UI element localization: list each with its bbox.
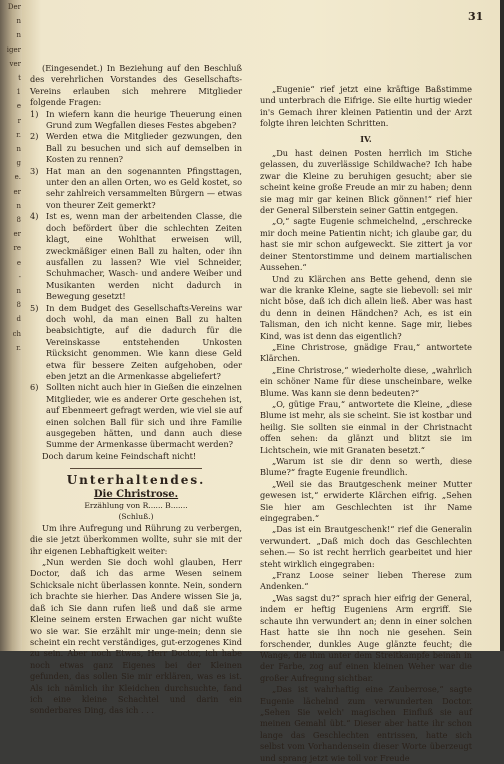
question-text: Hat man an den sogenannten Pfingsttagen, unter den an allen Orten, wo es Geld kostet, so sehr zahlreich versammelten Bürgern — etwas von theurer Zeit gemerkt? (46, 165, 242, 210)
question-list (30, 109, 242, 451)
chapter-paragraph: „Was sagst du?“ sprach hier eifrig der General, indem er heftig Eugeniens Arm ergriff. Sie schaute ihn verwundert an; denn in einer solchen Hast hatte sie ihn noch nie gesehen. Sein forschender, dunkles Auge glänzte feucht; die Wange, die ihm unter dem Streitkampfe beinah in der Farbe, zog auf einen kleinen Weher war die großer Aufregung sichtbar. (260, 592, 472, 683)
margin-fragment: 8 (16, 301, 21, 310)
intro-paragraph: (Eingesendet.) In Beziehung auf den Beschluß des verehrlichen Vorstandes des Gesellschafts-Vereins erlauben sich mehrere Mitglieder folgende Fragen: (30, 63, 242, 108)
page-number: 31 (468, 10, 484, 23)
question-text: Ist es, wenn man der arbeitenden Classe, die doch befördert über die schlechten Zeiten klagt, eine Wohlthat erweisen will, zweckmäßiger einen Ball zu halten, oder ihn ausfallen zu lassen? Wie viel Schneider, Schuhmacher, Wasch- und andere Weiber und Musikanten werden nicht dadurch in Bewegung gesetzt! (46, 211, 242, 302)
question-item (30, 303, 242, 383)
question-text: Sollten nicht auch hier in Gießen die einzelnen Mitglieder, wie es anderer Orte geschehen ist, auf Ebenmeert gefragt werden, wie viel sie auf einen solchen Ball für sich und ihre Familie ausgegeben hätten, und dann auch diese Summe der Armenkasse übermacht werden? (46, 382, 242, 450)
margin-fragment: er (13, 230, 21, 239)
story-title: Die Christrose. (93, 488, 179, 500)
chapter-body (260, 148, 472, 764)
margin-fragment: ch (12, 329, 21, 338)
story-continuation-note: (Schluß.) (118, 512, 154, 522)
chapter-paragraph: „Warum ist sie dir denn so werth, diese Blume?“ fragte Eugenie freundlich. (260, 456, 472, 478)
chapter-paragraph: „Franz Loose seiner lieben Therese zum Andenken.“ (260, 570, 472, 592)
story-paragraph: „Nun werden Sie doch wohl glauben, Herr Doctor, daß ich das arme Wesen seinem Schicksale nicht überlassen konnte. Nein, sondern ich brachte sie hierher. Das Andere wissen Sie ja, daß ich Sie dann rufen ließ und daß sie arme Kleine seinem ersten Erwachen gar nicht wußte wo sie war. Sie erzählt mir unge-mein; denn sie scheint ein recht verständiges, gut-erzogenes Kind zu sein. Aber noch Etwas, Herr Doctor, ich habe noch etwas ganz Eigenes bei der Kleinen gefunden, das sollen Sie mir erklären, was es ist. Als ich nämlich ihr Kleidchen durchsuchte, fand ich eine kleine Schachtel und darin ein sonderbares Ding, das ich . . . (30, 557, 242, 716)
question-text: In wiefern kann die heurige Theuerung einen Grund zum Wegfallen dieses Festes abgeben? (46, 108, 242, 131)
margin-fragment: n (16, 287, 21, 296)
margin-fragment: n (16, 201, 21, 210)
section-heading: Unterhaltendes. (66, 473, 206, 488)
question-number: 4) (30, 211, 39, 222)
story-paragraph: Um ihre Aufregung und Rührung zu verbergen, die sie jetzt überkommen wollte, suhr sie mit der ihr eigenen Lebhaftigkeit weiter: (30, 522, 242, 556)
story-byline: Erzählung von R...... B....... (84, 501, 188, 511)
margin-fragment: r. (16, 130, 21, 139)
question-item (30, 382, 242, 450)
left-column (30, 63, 242, 717)
margin-fragment: r. (16, 343, 21, 352)
margin-fragment: g (16, 159, 21, 168)
margin-fragment: re (13, 244, 21, 253)
right-column (260, 84, 472, 764)
question-text: In dem Budget des Gesellschafts-Vereins war doch wohl, da man einen Ball zu halten beabsichtigte, auf die dadurch für die Vereinskasse entstehenden Unkosten Rücksicht genommen. Wie kann diese Geld etwa für bessere Zeiten aufgehoben, oder eben jetzt an die Armenkasse abgeliefert? (46, 302, 242, 381)
divider (70, 468, 202, 469)
chapter-paragraph: Und zu Klärchen ans Bette gehend, denn sie war die kranke Kleine, sagte sie liebevoll: sei mir nicht böse, daß ich dich allein ließ. Aber was hast du denn in deinen Händchen? Ach, es ist ein Talisman, den ich nicht kenne. Sage mir, liebes Kind, was ist denn das eigentlich? (260, 273, 472, 341)
question-item (30, 166, 242, 212)
chapter-paragraph: „Weil sie das Brautgeschenk meiner Mutter gewesen ist,“ erwiderte Klärchen eifrig. „Sehen Sie hier am Geschlechten ist ihr Name eingegraben.“ (260, 478, 472, 524)
margin-fragment: e (16, 258, 21, 267)
story-body (30, 523, 242, 717)
question-number: 6) (30, 382, 39, 393)
question-item (30, 131, 242, 165)
margin-fragment: n (16, 17, 21, 26)
margin-fragment: Der (7, 3, 21, 11)
margin-fragment: n (16, 145, 21, 154)
adjacent-page-edge (0, 0, 22, 651)
chapter-number: IV. (360, 133, 372, 144)
margin-fragment: er (13, 187, 21, 196)
question-text: Werden etwa die Mitglieder gezwungen, den Ball zu besuchen und sich auf demselben in Kosten zu rennen? (46, 131, 242, 165)
chapter-paragraph: „O,“ sagte Eugenie schmeichelnd, „erschrecke mir doch meine Patientin nicht; ich glaube gar, du hast sie mir schon aufgeweckt. Sie zittert ja vor deiner Stentorstimme und deinem martialischen Aussehen.“ (260, 216, 472, 273)
question-number: 1) (30, 108, 39, 119)
closing-line: Doch darum keine Feindschaft nicht! (42, 450, 197, 461)
margin-fragment: e (16, 102, 21, 111)
chapter-paragraph: „Du hast deinen Posten herrlich im Stiche gelassen, du zuverlässige Schildwache? Ich habe zwar die Kleine zu beruhigen gesucht; aber sie scheint keine große Freude an mir zu haben; denn sie mag mir gar keinen Blick gönnen!“ rief hier der General Silberstein seiner Gattin entgegen. (260, 148, 472, 216)
margin-fragment: t (18, 74, 21, 83)
adjacent-page-text (1, 0, 21, 651)
margin-fragment: d (16, 315, 21, 324)
chapter-paragraph: „Eine Christrose,“ wiederholte diese, „wahrlich ein schöner Name für diese unscheinbare, welke Blume. Was kann sie denn bedeuten?“ (260, 364, 472, 398)
margin-fragment: ver (9, 59, 21, 68)
right-opening-paragraph: „Eugenie“ rief jetzt eine kräftige Baßstimme und unterbrach die Eifrige. Sie eilte hurtig wieder in's Gemach ihrer kleinen Patientin und der Arzt folgte ihren leichten Schritten. (260, 84, 472, 129)
margin-fragment: iger (6, 45, 21, 54)
question-number: 3) (30, 165, 39, 176)
chapter-paragraph: „Das ist ein Brautgeschenk!“ rief die Generalin verwundert. „Daß mich doch das Geschlechten sehen.— So ist recht herrlich gearbeitet und hier steht wirklich eingegraben: (260, 524, 472, 569)
margin-fragment: r (17, 116, 21, 125)
margin-fragment: - (18, 272, 21, 281)
chapter-paragraph: „Eine Christrose, gnädige Frau,“ antwortete Klärchen. (260, 341, 472, 364)
margin-fragment: e. (14, 173, 21, 182)
margin-fragment: n (16, 31, 21, 40)
document-page (22, 0, 500, 763)
chapter-paragraph: „Das ist wahrhaftig eine Zauberrose,“ sagte Eugenie lächelnd zum verwunderten Doctor. „Sehen Sie welch' magischen Einfluß sie auf meinen Gemahl übt.“ Dieser aber hatte ihr schon lange das Geschlechten entrissen, hatte sich selbst vom Vorhandensein dieser Worte überzeugt und sprang jetzt wie toll vor Freude (260, 684, 472, 763)
margin-fragment: 8 (16, 216, 21, 225)
margin-fragment: 1 (16, 88, 21, 97)
question-item (30, 211, 242, 302)
question-number: 5) (30, 302, 39, 313)
question-number: 2) (30, 131, 39, 142)
scan-border (500, 0, 504, 651)
chapter-paragraph: „O, gütige Frau,“ antwortete die Kleine, „diese Blume ist mehr, als sie scheint. Sie ist kostbar und heilig. Sie sollten sie einmal in der Christnacht offen sehen: da glänzt und blitzt sie im Lichtschein, wie mit Granaten besetzt.“ (260, 398, 472, 455)
question-item (30, 109, 242, 132)
